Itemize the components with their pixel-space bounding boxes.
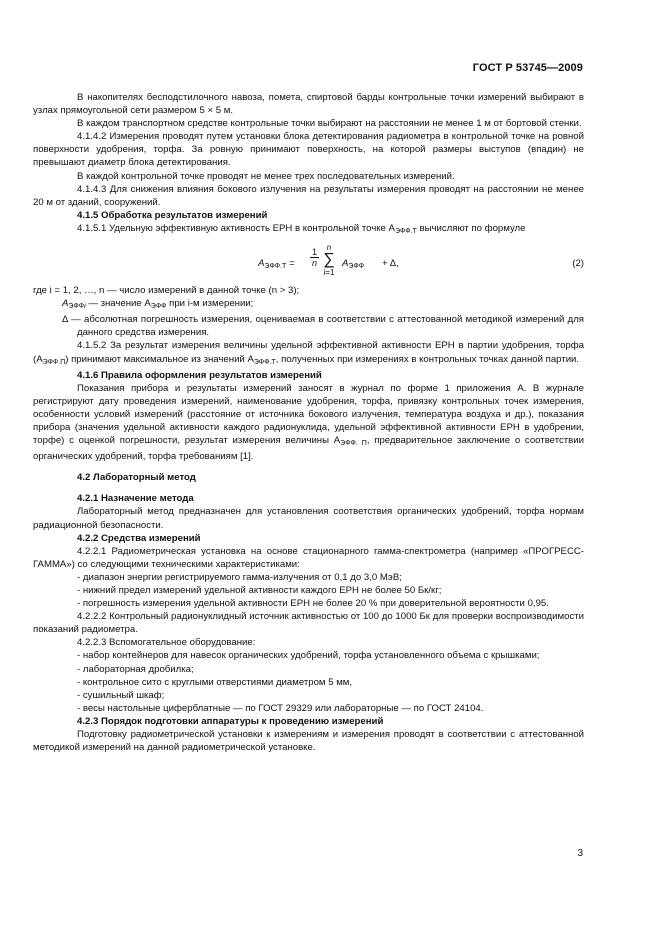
- paragraph: 4.1.5.2 За результат измерения величины удельной эффективной активности ЕРН в партии удобрения, торфа $(A_{ЭФФ.П})$ принимают максимальное из значений $A_{ЭФФ.Т}$, полученных при измерениях в контрольных точках данной партии.: [33, 340, 584, 366]
- paragraph: 4.2.2.2 Контрольный радионуклидный источник активностью от 100 до 1000 Бк для проверки воспроизводимости показаний радиометра.: [33, 611, 584, 636]
- list-item: - диапазон энергии регистрируемого гамма-излучения от 0,1 до 3,0 МэВ;: [77, 571, 402, 583]
- paragraph: где i = 1, 2, …, n — число измерений в данной точке (n > 3);: [33, 285, 300, 297]
- formula-block: $A_{ЭФФ.Т}$ = $\frac{1}{n}$ n ∑ i=1 $A_{ЭФФ}$ + Δ, (2): [258, 243, 584, 278]
- section-heading: 4.1.6 Правила оформления результатов измерений: [77, 369, 322, 381]
- list-item: - набор контейнеров для навесок органических удобрений, торфа установленного объема с крышками;: [77, 650, 540, 662]
- paragraph: В накопителях бесподстилочного навоза, помета, спиртовой барды контрольные точки измерений выбирают в узлах прямоугольной сети размером 5 × 5 м.: [33, 92, 584, 117]
- paragraph: Лабораторный метод предназначен для установления соответствия органических удобрений, торфа нормам радиационной безопасности.: [33, 506, 584, 531]
- list-item: - лабораторная дробилка;: [77, 663, 194, 675]
- paragraph: В каждом транспортном средстве контрольные точки выбирают на расстоянии не менее 1 м от бортовой стенки.: [77, 118, 582, 130]
- section-heading: 4.2 Лабораторный метод: [77, 472, 196, 484]
- document-body: [33, 91, 584, 754]
- paragraph: 4.1.5.1 Удельную эффективную активность ЕРН в контрольной точке $A_{ЭФФ.Т}$ вычисляют по формуле: [77, 222, 526, 235]
- list-item: - погрешность измерения удельной активности ЕРН не более 20 % при доверительной вероятности 0,95.: [77, 598, 549, 610]
- section-heading: 4.2.1 Назначение метода: [77, 493, 194, 505]
- paragraph: 4.2.2.1 Радиометрическая установка на основе стационарного гамма-спектрометра (например «ПРОГРЕСС-ГАММА») со следующими техническими характеристиками:: [33, 545, 584, 570]
- section-heading: 4.2.2 Средства измерений: [77, 532, 201, 544]
- equation-number: (2): [572, 258, 584, 270]
- paragraph: 4.2.2.3 Вспомогательное оборудование:: [77, 637, 256, 649]
- paragraph: В каждой контрольной точке проводят не менее трех последовательных измерений.: [77, 170, 455, 182]
- section-heading: 4.2.3 Порядок подготовки аппаратуры к проведению измерений: [77, 715, 384, 727]
- paragraph: Подготовку радиометрической установки к измерениям и измерения проводят в соответствии с аттестованной методикой измерений на данной радиометрической установке.: [33, 729, 584, 754]
- list-item: - контрольное сито с круглыми отверстиями диаметром 5 мм,: [77, 676, 353, 688]
- section-heading: 4.1.5 Обработка результатов измерений: [77, 209, 268, 221]
- paragraph: $A_{ЭФФi}$ — значение $A_{ЭФФ}$ при i-м измерении;: [62, 298, 254, 311]
- paragraph: 4.1.4.2 Измерения проводят путем установки блока детектирования радиометра в контрольной точке на ровной поверхности удобрения, торфа. За ровную принимают поверхность, на которой размеры выступов (впадин) не превышают диаметр блока детектирования.: [33, 131, 584, 169]
- paragraph: Δ — абсолютная погрешность измерения, оцениваемая в соответствии с аттестованной методикой измерений для данного средства измерения.: [62, 314, 584, 339]
- paragraph: 4.1.4.3 Для снижения влияния бокового излучения на результаты измерения проводят на расстоянии не менее 20 м от зданий, сооружений.: [33, 183, 584, 208]
- paragraph: Показания прибора и результаты измерений заносят в журнал по форме 1 приложения А. В журнале регистрируют дату проведения измерений, наименование удобрения, торфа, привязку контрольных точек измерения, особенности условий измерений (расстояние от источника бокового излучения, температура воздуха и др.), показания прибора (значения удельной активности каждого радионуклида, удельной эффективной активности ЕРН в удобрении, торфе) с оценкой погрешности, результат измерения величины $A_{ЭФФ. П}$, предварительное заключение о соответствии органических удобрений, торфа требованиям [1].: [33, 382, 584, 463]
- document-header: ГОСТ Р 53745—2009: [472, 62, 583, 74]
- list-item: - нижний предел измерений удельной активности каждого ЕРН не более 50 Бк/кг;: [77, 585, 442, 596]
- page-number: 3: [577, 848, 583, 859]
- list-item: - сушильный шкаф;: [77, 689, 165, 701]
- list-item: - весы настольные циферблатные — по ГОСТ 29329 или лабораторные — по ГОСТ 24104.: [77, 702, 484, 714]
